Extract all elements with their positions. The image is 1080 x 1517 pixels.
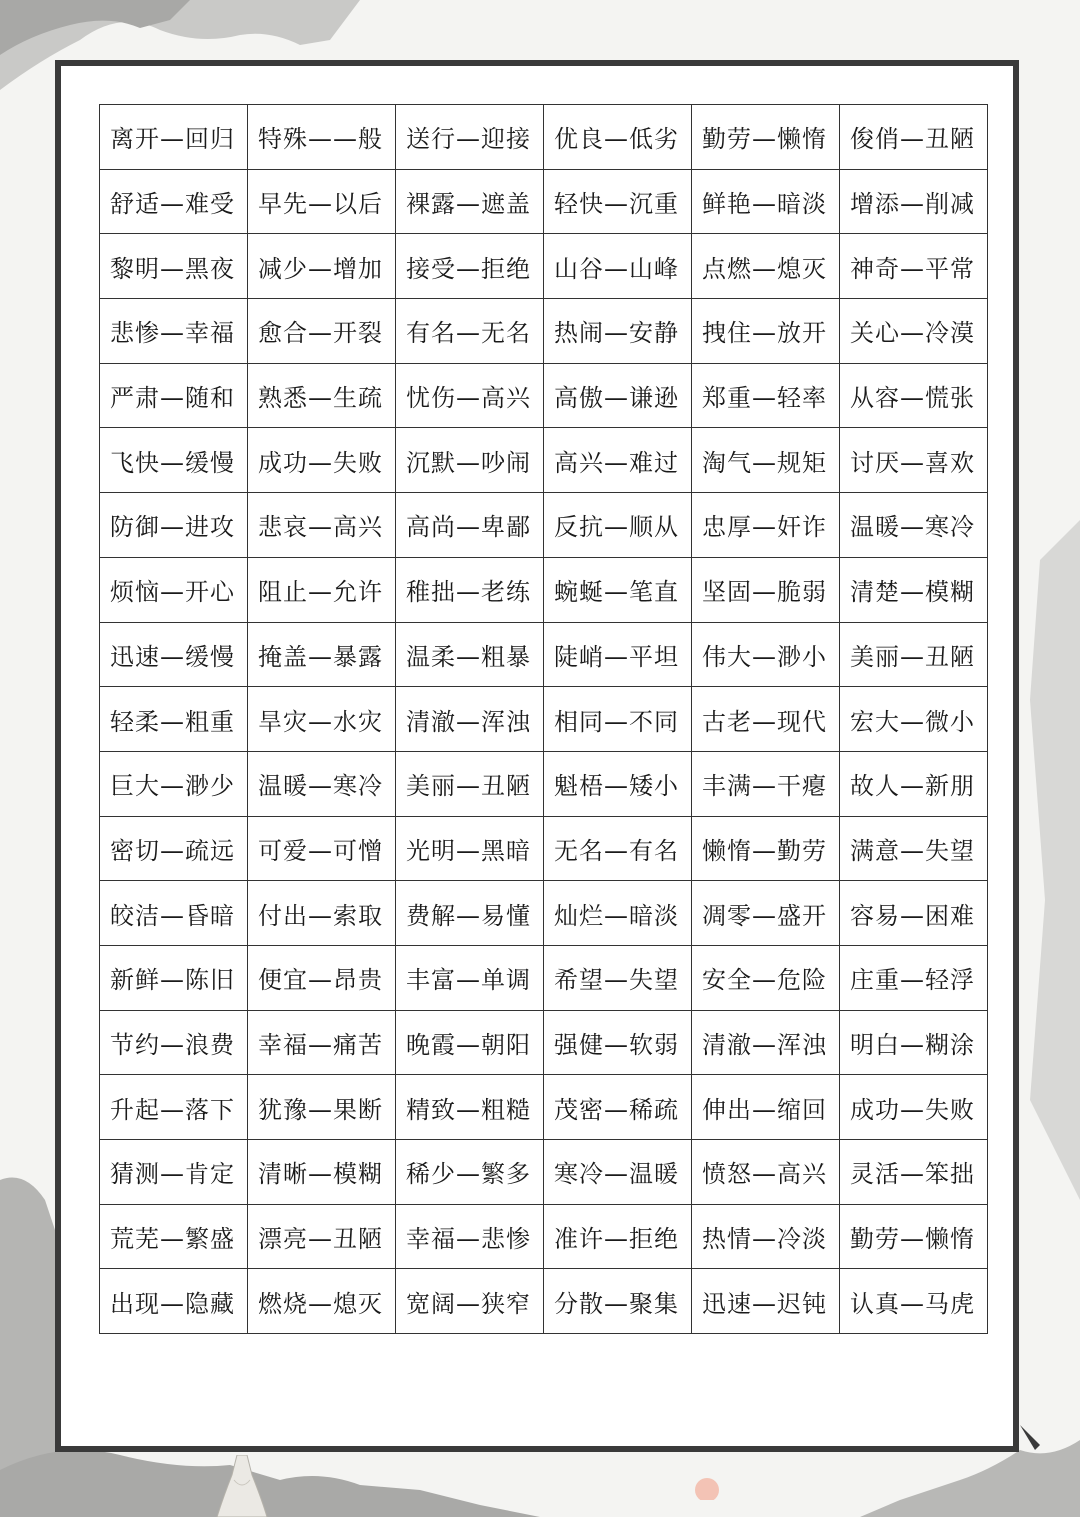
antonym-pair-cell: 晚霞—朝阳 — [396, 1010, 544, 1075]
antonym-pair-cell: 精致—粗糙 — [396, 1075, 544, 1140]
antonym-pair-cell: 高兴—难过 — [544, 428, 692, 493]
antonym-pair-cell: 鲜艳—暗淡 — [692, 169, 840, 234]
antonym-pair-cell: 飞快—缓慢 — [100, 428, 248, 493]
antonym-pair-cell: 愈合—开裂 — [248, 299, 396, 364]
antonym-pair-cell: 反抗—顺从 — [544, 493, 692, 558]
antonym-pair-cell: 忠厚—奸诈 — [692, 493, 840, 558]
antonym-pair-cell: 魁梧—矮小 — [544, 751, 692, 816]
antonym-pair-cell: 灿烂—暗淡 — [544, 881, 692, 946]
antonym-pair-cell: 容易—困难 — [840, 881, 988, 946]
table-row — [100, 363, 988, 428]
antonym-pair-cell: 防御—进攻 — [100, 493, 248, 558]
antonym-pair-cell: 从容—慌张 — [840, 363, 988, 428]
antonym-pair-cell: 增添—削减 — [840, 169, 988, 234]
antonym-pair-cell: 付出—索取 — [248, 881, 396, 946]
antonym-pair-cell: 神奇—平常 — [840, 234, 988, 299]
antonym-pair-cell: 温暖—寒冷 — [248, 751, 396, 816]
antonym-pair-cell: 关心—冷漠 — [840, 299, 988, 364]
antonym-pair-cell: 丰富—单调 — [396, 945, 544, 1010]
antonym-pair-cell: 淘气—规矩 — [692, 428, 840, 493]
antonym-pair-cell: 勤劳—懒惰 — [840, 1204, 988, 1269]
paper-frame — [55, 60, 1019, 1452]
antonym-pair-cell: 燃烧—熄灭 — [248, 1269, 396, 1334]
antonym-pair-cell: 高尚—卑鄙 — [396, 493, 544, 558]
table-row — [100, 493, 988, 558]
table-row — [100, 1075, 988, 1140]
antonym-pair-cell: 荒芜—繁盛 — [100, 1204, 248, 1269]
antonym-pair-cell: 无名—有名 — [544, 816, 692, 881]
antonym-pair-cell: 裸露—遮盖 — [396, 169, 544, 234]
antonym-pair-cell: 满意—失望 — [840, 816, 988, 881]
antonym-pair-cell: 迅速—缓慢 — [100, 622, 248, 687]
antonym-pair-cell: 宽阔—狭窄 — [396, 1269, 544, 1334]
antonym-pair-cell: 蜿蜒—笔直 — [544, 557, 692, 622]
antonym-pair-cell: 忧伤—高兴 — [396, 363, 544, 428]
antonym-pair-cell: 古老—现代 — [692, 687, 840, 752]
antonym-pair-cell: 有名—无名 — [396, 299, 544, 364]
table-row — [100, 687, 988, 752]
robed-figure-icon — [212, 1455, 272, 1517]
antonym-pair-cell: 接受—拒绝 — [396, 234, 544, 299]
antonym-pair-cell: 皎洁—昏暗 — [100, 881, 248, 946]
antonym-pair-cell: 稚拙—老练 — [396, 557, 544, 622]
table-row — [100, 1010, 988, 1075]
antonym-pair-cell: 热情—冷淡 — [692, 1204, 840, 1269]
antonym-pair-cell: 升起—落下 — [100, 1075, 248, 1140]
antonym-pair-cell: 愤怒—高兴 — [692, 1140, 840, 1205]
antonym-pair-cell: 坚固—脆弱 — [692, 557, 840, 622]
antonym-pair-cell: 熟悉—生疏 — [248, 363, 396, 428]
antonym-pair-cell: 成功—失败 — [248, 428, 396, 493]
antonym-pair-cell: 伟大—渺小 — [692, 622, 840, 687]
antonym-pair-cell: 出现—隐藏 — [100, 1269, 248, 1334]
antonym-pair-cell: 热闹—安静 — [544, 299, 692, 364]
antonym-pair-cell: 光明—黑暗 — [396, 816, 544, 881]
antonym-pair-cell: 漂亮—丑陋 — [248, 1204, 396, 1269]
antonym-pair-cell: 迅速—迟钝 — [692, 1269, 840, 1334]
table-row — [100, 816, 988, 881]
table-row — [100, 557, 988, 622]
antonym-pair-cell: 美丽—丑陋 — [840, 622, 988, 687]
boat-icon — [1020, 1425, 1040, 1450]
antonym-pair-cell: 温柔—粗暴 — [396, 622, 544, 687]
antonym-pair-cell: 清澈—浑浊 — [396, 687, 544, 752]
antonym-pair-cell: 幸福—痛苦 — [248, 1010, 396, 1075]
antonym-pair-cell: 庄重—轻浮 — [840, 945, 988, 1010]
antonym-pair-cell: 幸福—悲惨 — [396, 1204, 544, 1269]
antonym-pair-cell: 强健—软弱 — [544, 1010, 692, 1075]
antonym-pair-cell: 清澈—浑浊 — [692, 1010, 840, 1075]
antonym-pair-cell: 减少—增加 — [248, 234, 396, 299]
table-row — [100, 1269, 988, 1334]
antonym-pair-cell: 郑重—轻率 — [692, 363, 840, 428]
antonym-pair-cell: 可爱—可憎 — [248, 816, 396, 881]
antonym-pair-cell: 认真—马虎 — [840, 1269, 988, 1334]
antonym-pair-cell: 特殊——般 — [248, 105, 396, 170]
antonym-pair-cell: 优良—低劣 — [544, 105, 692, 170]
antonym-pair-cell: 分散—聚集 — [544, 1269, 692, 1334]
antonym-pair-cell: 希望—失望 — [544, 945, 692, 1010]
table-row — [100, 105, 988, 170]
antonym-pair-cell: 美丽—丑陋 — [396, 751, 544, 816]
antonym-pair-cell: 新鲜—陈旧 — [100, 945, 248, 1010]
antonym-pair-cell: 严肃—随和 — [100, 363, 248, 428]
table-row — [100, 428, 988, 493]
table-row — [100, 234, 988, 299]
antonym-pair-cell: 懒惰—勤劳 — [692, 816, 840, 881]
antonym-pair-cell: 舒适—难受 — [100, 169, 248, 234]
antonym-pair-cell: 烦恼—开心 — [100, 557, 248, 622]
antonym-pair-cell: 丰满—干瘪 — [692, 751, 840, 816]
antonym-pair-cell: 费解—易懂 — [396, 881, 544, 946]
table-row — [100, 299, 988, 364]
table-row — [100, 1140, 988, 1205]
antonym-pair-cell: 密切—疏远 — [100, 816, 248, 881]
antonym-pair-cell: 清楚—模糊 — [840, 557, 988, 622]
antonym-pair-cell: 伸出—缩回 — [692, 1075, 840, 1140]
antonym-pair-cell: 宏大—微小 — [840, 687, 988, 752]
antonym-pair-cell: 猜测—肯定 — [100, 1140, 248, 1205]
antonym-pair-cell: 轻柔—粗重 — [100, 687, 248, 752]
table-row — [100, 1204, 988, 1269]
antonym-pair-cell: 讨厌—喜欢 — [840, 428, 988, 493]
antonym-pair-cell: 点燃—熄灭 — [692, 234, 840, 299]
antonym-table — [99, 104, 988, 1334]
antonym-pair-cell: 离开—回归 — [100, 105, 248, 170]
antonym-pair-cell: 故人—新朋 — [840, 751, 988, 816]
antonym-pair-cell: 节约—浪费 — [100, 1010, 248, 1075]
antonym-pair-cell: 便宜—昂贵 — [248, 945, 396, 1010]
antonym-pair-cell: 掩盖—暴露 — [248, 622, 396, 687]
antonym-pair-cell: 黎明—黑夜 — [100, 234, 248, 299]
antonym-pair-cell: 相同—不同 — [544, 687, 692, 752]
antonym-pair-cell: 明白—糊涂 — [840, 1010, 988, 1075]
antonym-pair-cell: 轻快—沉重 — [544, 169, 692, 234]
antonym-pair-cell: 成功—失败 — [840, 1075, 988, 1140]
antonym-pair-cell: 阻止—允许 — [248, 557, 396, 622]
antonym-pair-cell: 拽住—放开 — [692, 299, 840, 364]
antonym-pair-cell: 寒冷—温暖 — [544, 1140, 692, 1205]
antonym-pair-cell: 茂密—稀疏 — [544, 1075, 692, 1140]
antonym-pair-cell: 早先—以后 — [248, 169, 396, 234]
table-row — [100, 751, 988, 816]
antonym-pair-cell: 旱灾—水灾 — [248, 687, 396, 752]
right-side-mountains — [1030, 520, 1080, 1200]
antonym-pair-cell: 沉默—吵闹 — [396, 428, 544, 493]
antonym-pair-cell: 安全—危险 — [692, 945, 840, 1010]
table-row — [100, 622, 988, 687]
antonym-pair-cell: 温暖—寒冷 — [840, 493, 988, 558]
antonym-pair-cell: 陡峭—平坦 — [544, 622, 692, 687]
antonym-pair-cell: 犹豫—果断 — [248, 1075, 396, 1140]
table-row — [100, 945, 988, 1010]
antonym-pair-cell: 清晰—模糊 — [248, 1140, 396, 1205]
table-row — [100, 169, 988, 234]
antonym-pair-cell: 高傲—谦逊 — [544, 363, 692, 428]
red-sun-icon — [690, 1476, 724, 1500]
antonym-pair-cell: 悲哀—高兴 — [248, 493, 396, 558]
antonym-pair-cell: 灵活—笨拙 — [840, 1140, 988, 1205]
antonym-pair-cell: 凋零—盛开 — [692, 881, 840, 946]
antonym-pair-cell: 山谷—山峰 — [544, 234, 692, 299]
antonym-pair-cell: 勤劳—懒惰 — [692, 105, 840, 170]
antonym-pair-cell: 俊俏—丑陋 — [840, 105, 988, 170]
antonym-pair-cell: 送行—迎接 — [396, 105, 544, 170]
antonym-pair-cell: 稀少—繁多 — [396, 1140, 544, 1205]
antonym-pair-cell: 悲惨—幸福 — [100, 299, 248, 364]
antonym-pair-cell: 巨大—渺少 — [100, 751, 248, 816]
table-row — [100, 881, 988, 946]
antonym-pair-cell: 准许—拒绝 — [544, 1204, 692, 1269]
